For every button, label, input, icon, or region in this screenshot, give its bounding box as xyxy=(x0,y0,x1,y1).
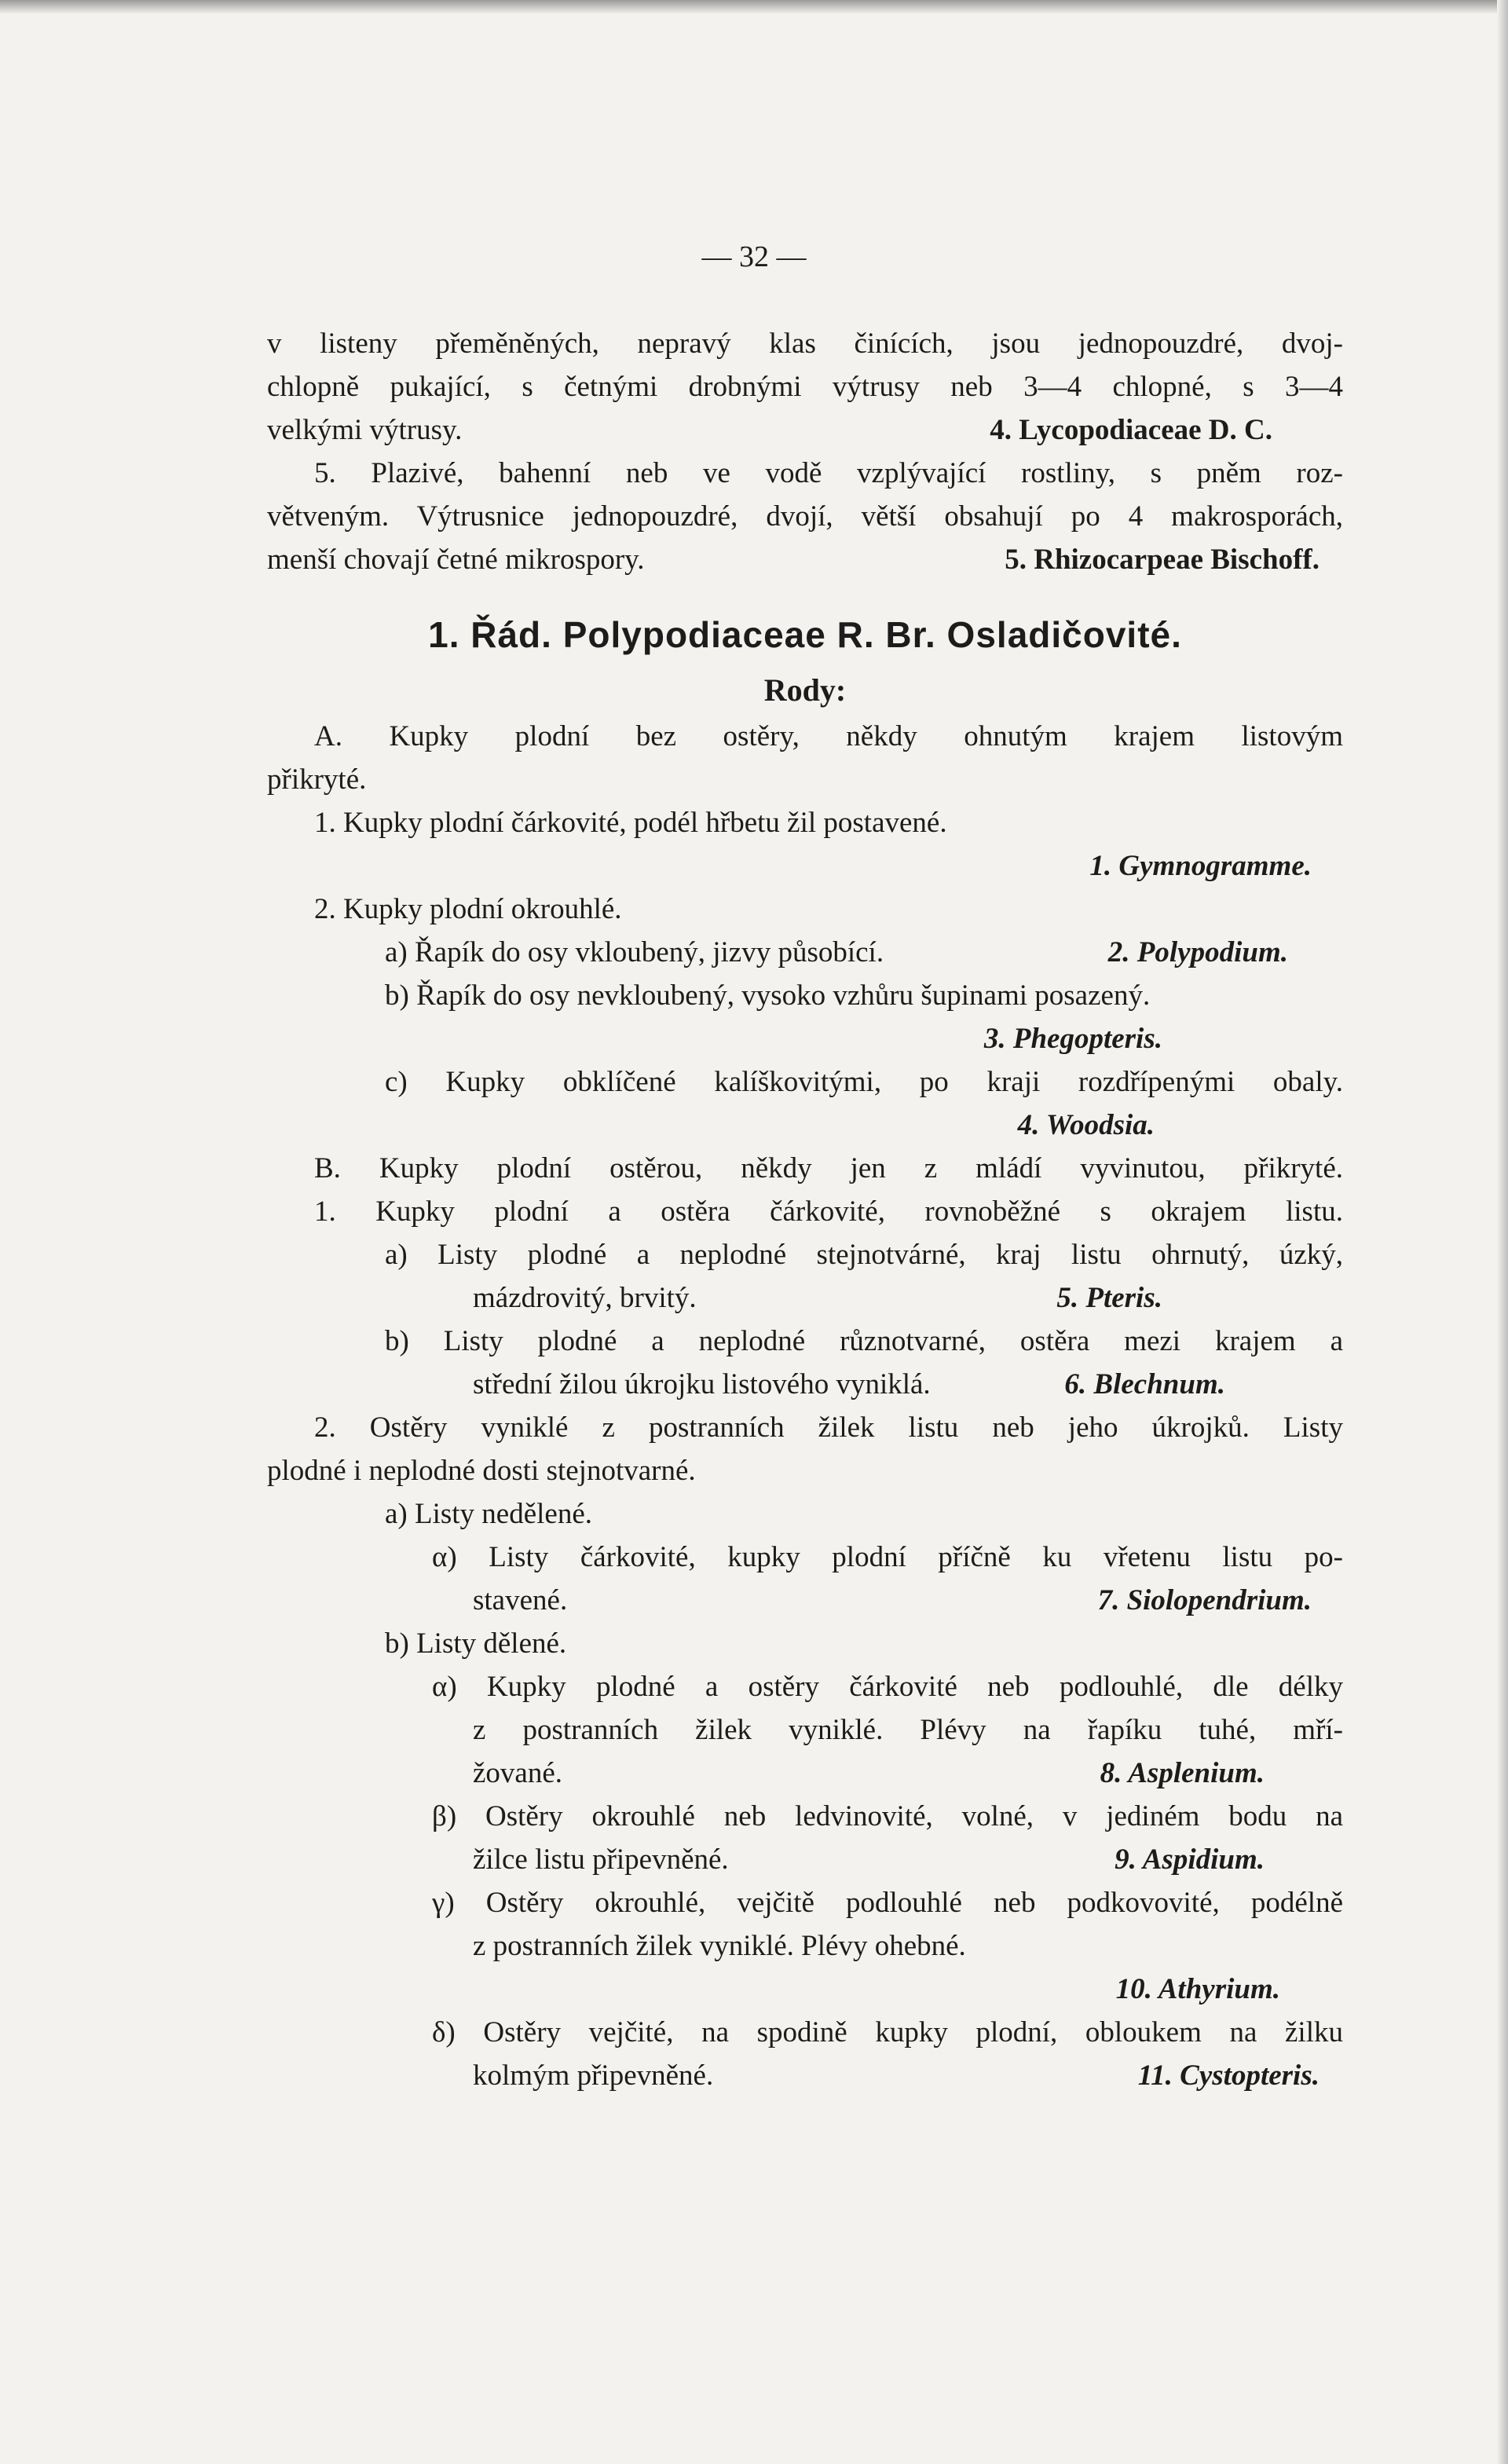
genus-name: 4. Woodsia. xyxy=(1017,1109,1155,1141)
key-line: 1. Kupky plodní čárkovité, podél hřbetu žil postavené. xyxy=(314,807,947,839)
key-line: α) Listy čárkovité, kupky plodní příčně ku vřetenu listu po- xyxy=(432,1541,1343,1573)
genus-name: 5. Pteris. xyxy=(1056,1282,1162,1314)
key-line: z postranních žilek vyniklé. Plévy na řapíku tuhé, mří- xyxy=(473,1714,1343,1746)
order-heading: 1. Řád. Polypodiaceae R. Br. Osladičovité. xyxy=(428,614,1182,655)
key-line: b) Listy dělené. xyxy=(385,1627,567,1660)
text-line xyxy=(267,538,1343,581)
page-body xyxy=(267,322,1343,2097)
line-text: žované. xyxy=(473,1757,563,1789)
key-line: γ) Ostěry okrouhlé, vejčitě podlouhlé neb podkovovité, podélně xyxy=(432,1887,1343,1919)
key-line: z postranních žilek vyniklé. Plévy ohebné. xyxy=(473,1930,966,1962)
genus-name: 2. Polypodium. xyxy=(1107,936,1288,968)
key-line xyxy=(267,1968,1343,2011)
key-line xyxy=(267,844,1343,888)
line-text: žilce listu připevněné. xyxy=(473,1843,729,1876)
key-line xyxy=(267,1752,1343,1795)
line-text: stavené. xyxy=(473,1584,568,1616)
key-line: c) Kupky obklíčené kalíškovitými, po kraji rozdřípenými obaly. xyxy=(385,1066,1343,1098)
key-line xyxy=(267,1363,1343,1406)
key-line: přikryté. xyxy=(267,763,367,796)
line-text: střední žilou úkrojku listového vyniklá. xyxy=(473,1368,931,1400)
genus-name: 3. Phegopteris. xyxy=(983,1023,1162,1055)
genus-name: 7. Siolopendrium. xyxy=(1097,1584,1312,1616)
page-number: — 32 — xyxy=(701,240,807,273)
line-text: menší chovají četné mikrospory. xyxy=(267,544,645,576)
family-name: 4. Lycopodiaceae D. C. xyxy=(990,414,1272,446)
key-line: 2. Kupky plodní okrouhlé. xyxy=(314,893,622,925)
key-line: plodné i neplodné dosti stejnotvarné. xyxy=(267,1455,696,1487)
key-line xyxy=(267,931,1343,974)
line-text: mázdrovitý, brvitý. xyxy=(473,1282,697,1314)
key-line: a) Listy plodné a neplodné stejnotvárné, kraj listu ohrnutý, úzký, xyxy=(385,1239,1343,1271)
text-line: 5. Plazivé, bahenní neb ve vodě vzplývající rostliny, s pněm roz- xyxy=(314,457,1343,489)
key-line xyxy=(267,1579,1343,1622)
key-line xyxy=(267,1017,1343,1060)
genus-name: 6. Blechnum. xyxy=(1064,1368,1225,1400)
text-line: větveným. Výtrusnice jednopouzdré, dvojí, větší obsahují po 4 makrosporách, xyxy=(267,500,1343,533)
genus-name: 8. Asplenium. xyxy=(1100,1757,1265,1789)
key-line xyxy=(267,2054,1343,2097)
key-line: 2. Ostěry vyniklé z postranních žilek listu neb jeho úkrojků. Listy xyxy=(314,1411,1343,1444)
key-line xyxy=(267,1104,1343,1147)
genus-name: 10. Athyrium. xyxy=(1115,1973,1280,2005)
line-text: velkými výtrusy. xyxy=(267,414,463,446)
line-text: a) Řapík do osy vkloubený, jizvy působící. xyxy=(385,936,884,968)
key-line: b) Řapík do osy nevkloubený, vysoko vzhůru šupinami posazený. xyxy=(385,979,1151,1012)
line-text: kolmým připevněné. xyxy=(473,2059,714,2092)
page-right-shadow xyxy=(1497,0,1508,2464)
genus-name: 11. Cystopteris. xyxy=(1137,2059,1320,2092)
text-line xyxy=(267,408,1343,452)
key-line: B. Kupky plodní ostěrou, někdy jen z mládí vyvinutou, přikryté. xyxy=(314,1152,1343,1184)
key-line: 1. Kupky plodní a ostěra čárkovité, rovnoběžné s okrajem listu. xyxy=(314,1195,1343,1228)
key-line: α) Kupky plodné a ostěry čárkovité neb podlouhlé, dle délky xyxy=(432,1671,1343,1703)
page-top-shadow xyxy=(0,0,1508,14)
text-line: v listeny přeměněných, nepravý klas činících, jsou jednopouzdré, dvoj- xyxy=(267,328,1343,360)
key-line: b) Listy plodné a neplodné různotvarné, ostěra mezi krajem a xyxy=(385,1325,1343,1357)
key-line: β) Ostěry okrouhlé neb ledvinovité, volné, v jediném bodu na xyxy=(432,1800,1343,1832)
key-line: δ) Ostěry vejčité, na spodině kupky plodní, obloukem na žilku xyxy=(432,2016,1343,2048)
key-line xyxy=(267,1838,1343,1881)
key-line xyxy=(267,1276,1343,1320)
family-name: 5. Rhizocarpeae Bischoff. xyxy=(1005,544,1320,576)
genus-name: 1. Gymnogramme. xyxy=(1089,850,1312,882)
genus-name: 9. Aspidium. xyxy=(1115,1843,1265,1876)
genera-subheading: Rody: xyxy=(763,672,847,708)
key-line: a) Listy nedělené. xyxy=(385,1498,593,1530)
text-line: chlopně pukající, s četnými drobnými výtrusy neb 3—4 chlopné, s 3—4 xyxy=(267,371,1343,403)
key-line: A. Kupky plodní bez ostěry, někdy ohnutým krajem listovým xyxy=(314,720,1343,752)
